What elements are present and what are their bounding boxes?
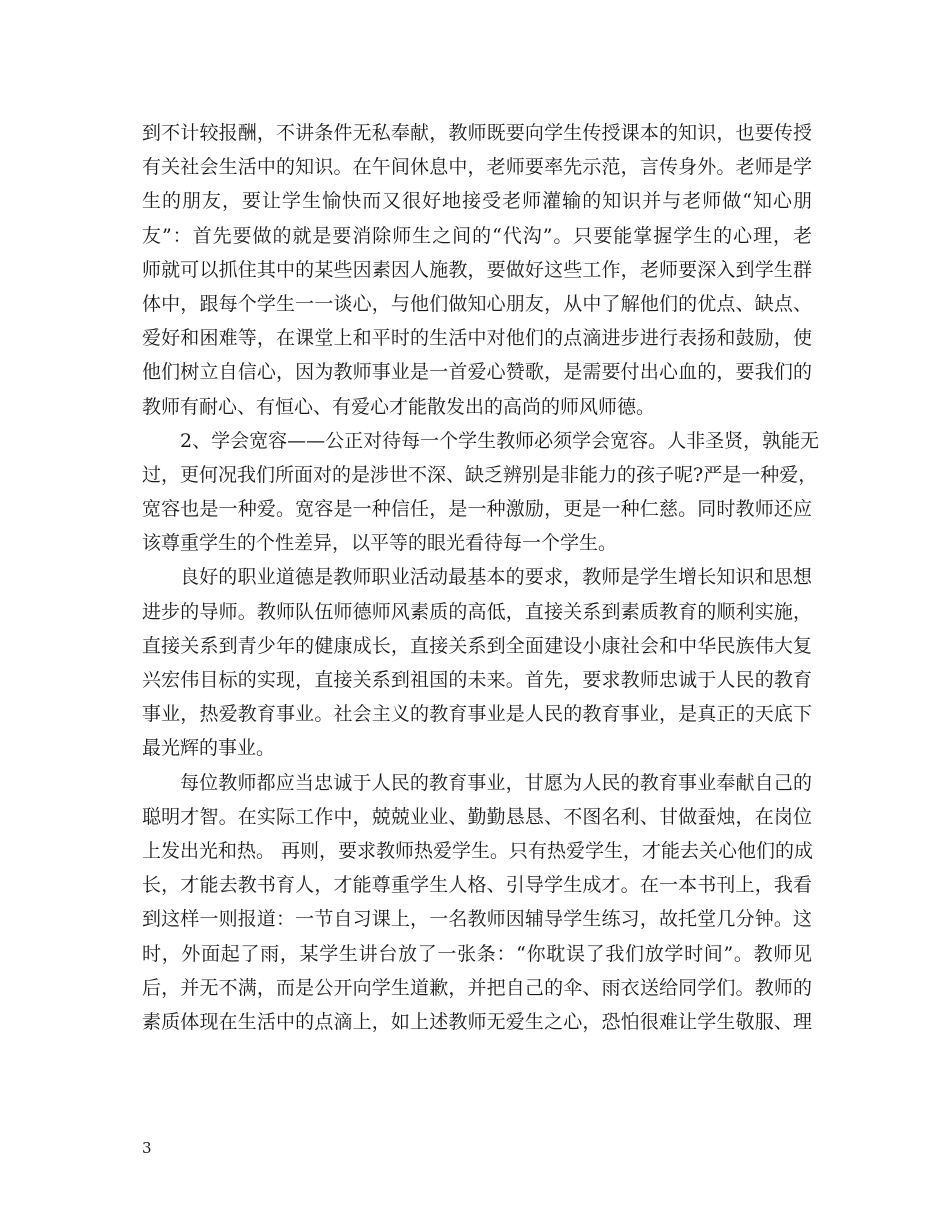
body-text xyxy=(142,116,820,1039)
text-line: 师就可以抓住其中的某些因素因人施教，要做好这些工作，老师要深入到学生群 xyxy=(142,258,812,281)
text-line: 有关社会生活中的知识。在午间休息中，老师要率先示范，言传身外。老师是学 xyxy=(142,156,812,179)
text-line: 素质体现在生活中的点滴上，如上述教师无爱生之心，恐怕很难让学生敬服、理 xyxy=(142,1010,812,1033)
text-line: 每位教师都应当忠诚于人民的教育事业，甘愿为人民的教育事业奉献自己的 xyxy=(180,771,812,794)
text-line: 2、学会宽容——公正对待每一个学生教师必须学会宽容。人非圣贤，孰能无 xyxy=(180,429,820,452)
text-line: 长，才能去教书育人，才能尊重学生人格、引导学生成才。在一本书刊上，我看 xyxy=(142,874,812,897)
text-line: 教师有耐心、有恒心、有爱心才能散发出的高尚的师风师德。 xyxy=(142,395,656,418)
text-line: 后，并无不满，而是公开向学生道歉，并把自己的伞、雨衣送给同学们。教师的 xyxy=(142,976,812,999)
text-line: 到这样一则报道：一节自习课上，一名教师因辅导学生练习，故托堂几分钟。这 xyxy=(142,908,812,931)
text-line: 时，外面起了雨，某学生讲台放了一张条：“你耽误了我们放学时间”。教师见 xyxy=(142,942,812,965)
text-line: 该尊重学生的个性差异，以平等的眼光看待每一个学生。 xyxy=(142,532,618,555)
text-line: 他们树立自信心，因为教师事业是一首爱心赞歌，是需要付出心血的，要我们的 xyxy=(142,361,812,384)
text-line: 最光辉的事业。 xyxy=(142,737,276,760)
text-line: 事业，热爱教育事业。社会主义的教育事业是人民的教育事业，是真正的天底下 xyxy=(142,703,812,726)
text-line: 上发出光和热。 再则，要求教师热爱学生。只有热爱学生，才能去关心他们的成 xyxy=(142,839,814,862)
text-line: 爱好和困难等，在课堂上和平时的生活中对他们的点滴进步进行表扬和鼓励，使 xyxy=(142,327,812,350)
text-line: 友”：首先要做的就是要消除师生之间的“代沟”。只要能掌握学生的心理，老 xyxy=(142,224,812,247)
text-line: 生的朋友，要让学生愉快而又很好地接受老师灌输的知识并与老师做“知心朋 xyxy=(142,190,812,213)
page-number: 3 xyxy=(142,1139,152,1157)
text-line: 过，更何况我们所面对的是涉世不深、缺乏辨别是非能力的孩子呢?严是一种爱， xyxy=(142,463,818,486)
text-line: 进步的导师。教师队伍师德师风素质的高低，直接关系到素质教育的顺利实施， xyxy=(142,600,812,623)
text-line: 良好的职业道德是教师职业活动最基本的要求，教师是学生增长知识和思想 xyxy=(180,566,812,589)
text-line: 直接关系到青少年的健康成长，直接关系到全面建设小康社会和中华民族伟大复 xyxy=(142,634,812,657)
text-line: 到不计较报酬，不讲条件无私奉献，教师既要向学生传授课本的知识，也要传授 xyxy=(142,122,812,144)
text-line: 体中，跟每个学生一一谈心，与他们做知心朋友，从中了解他们的优点、缺点、 xyxy=(142,292,812,315)
text-line: 宽容也是一种爱。宽容是一种信任，是一种激励，更是一种仁慈。同时教师还应 xyxy=(142,498,812,521)
text-line: 兴宏伟目标的实现，直接关系到祖国的未来。首先，要求教师忠诚于人民的教育 xyxy=(142,669,812,691)
text-line: 聪明才智。在实际工作中，兢兢业业、勤勤恳恳、不图名利、甘做蚕烛，在岗位 xyxy=(142,805,812,828)
